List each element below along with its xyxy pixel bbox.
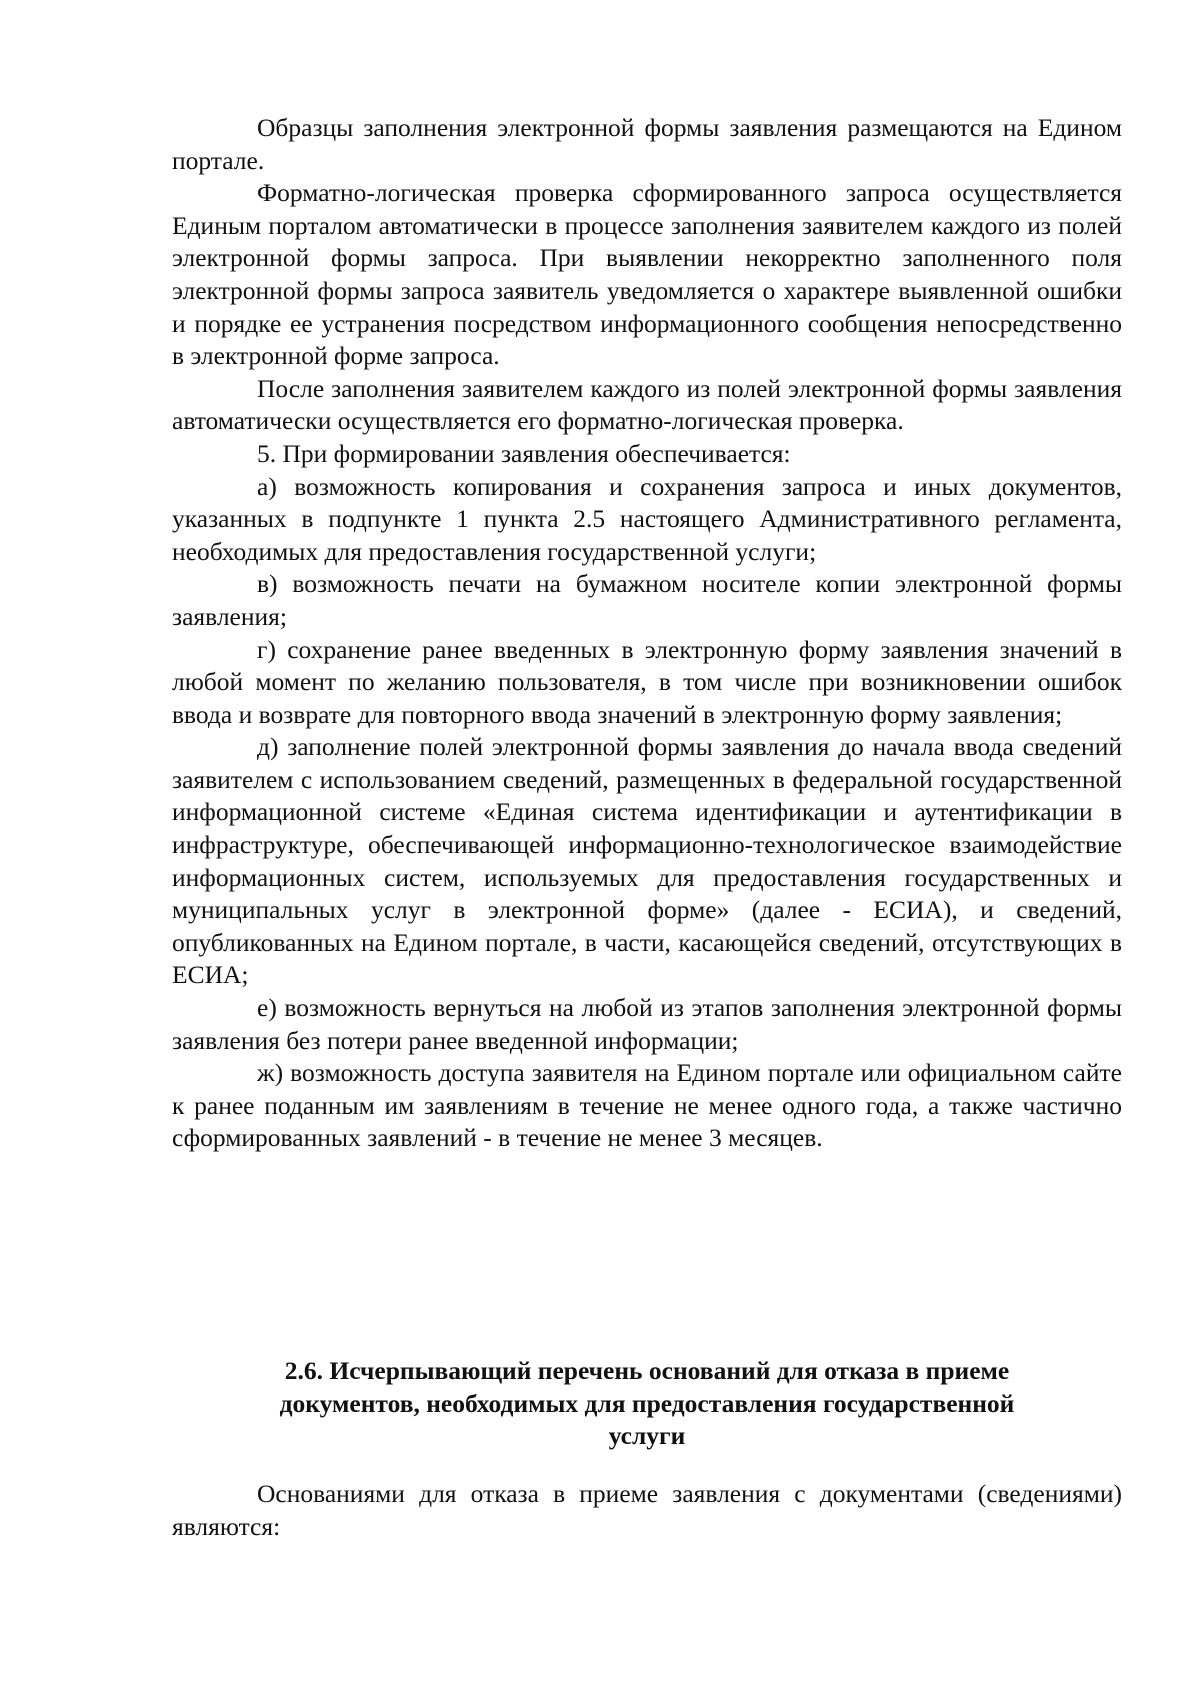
paragraph-refusal-grounds: Основаниями для отказа в приеме заявления с документами (сведениями) являются: (172, 1479, 1122, 1541)
list-item-g: г) сохранение ранее введенных в электронную форму заявления значений в любой момент по желанию пользователя, в том числе при возникновении ошибок ввода и возврате для повторного ввода значений в электронную форму заявления; (172, 634, 1122, 729)
heading-line: услуги (608, 1421, 686, 1451)
section-heading-2-6 (172, 1355, 1122, 1453)
list-item-zh: ж) возможность доступа заявителя на Едином портале или официальном сайте к ранее поданным им заявлениям в течение не менее одного года, а также частично сформированных заявлений - в течение не менее 3 месяцев. (172, 1058, 1122, 1153)
paragraph-item-5: 5. При формировании заявления обеспечивается: (257, 438, 791, 468)
list-item-d: д) заполнение полей электронной формы заявления до начала ввода сведений заявителем с использованием сведений, размещенных в федеральной государственной информационной системе «Единая система идентификации и аутентификации в инфраструктуре, обеспечивающей информационно-технологическое взаимодействие информационных систем, используемых для предоставления государственных и муниципальных услуг в электронной форме» (далее - ЕСИА), и сведений, опубликованных на Едином портале, в части, касающейся сведений, отсутствующих в ЕСИА; (172, 732, 1122, 990)
list-item-e: е) возможность вернуться на любой из этапов заполнения электронной формы заявления без потери ранее введенной информации; (172, 993, 1122, 1055)
document-body (172, 112, 1122, 1155)
paragraph-format-check: Форматно-логическая проверка сформированного запроса осуществляется Единым порталом автоматически в процессе заполнения заявителем каждого из полей электронной формы запроса. При выявлении некорректно заполненного поля электронной формы запроса заявитель уведомляется о характере выявленной ошибки и порядке ее устранения посредством информационного сообщения непосредственно в электронной форме запроса. (172, 178, 1122, 371)
heading-line: документов, необходимых для предоставления государственной (279, 1388, 1015, 1418)
list-item-v: в) возможность печати на бумажном носителе копии электронной формы заявления; (172, 569, 1122, 631)
list-item-a: а) возможность копирования и сохранения запроса и иных документов, указанных в подпункте 1 пункта 2.5 настоящего Административного регламента, необходимых для предоставления государственной услуги; (172, 471, 1122, 566)
heading-line: 2.6. Исчерпывающий перечень оснований для отказа в приеме (284, 1356, 1010, 1385)
paragraph-after-filling: После заполнения заявителем каждого из полей электронной формы заявления автоматически осуществляется его форматно-логическая проверка. (172, 373, 1122, 436)
closing-block (172, 1478, 1122, 1543)
paragraph-samples: Образцы заполнения электронной формы заявления размещаются на Едином портале. (172, 113, 1122, 175)
